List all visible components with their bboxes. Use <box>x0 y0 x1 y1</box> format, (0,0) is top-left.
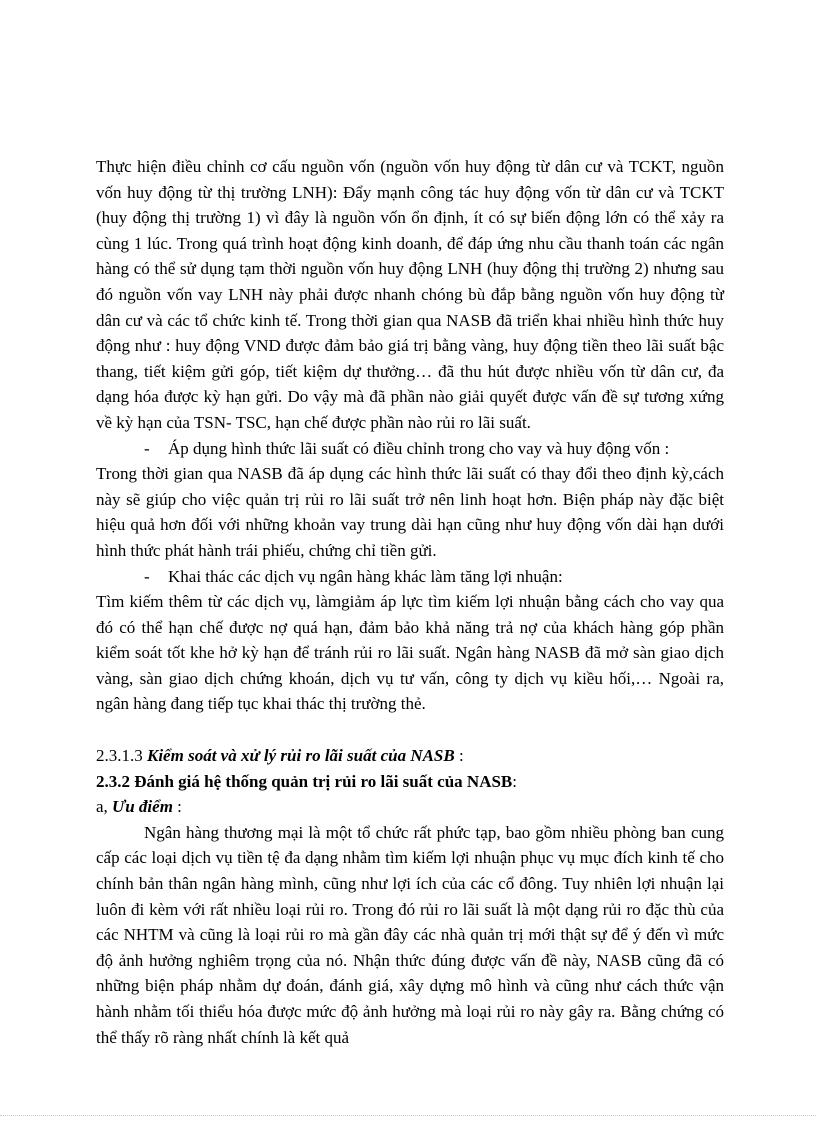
paragraph-capital-structure: Thực hiện điều chỉnh cơ cấu nguồn vốn (nguồn vốn huy động từ dân cư và TCKT, nguồn vốn huy động từ thị trường LNH): Đẩy mạnh công tác huy động vốn từ dân cư và TCKT (huy động thị trường 1) vì đây là nguồn vốn ổn định, ít có sự biến động lớn có thể xảy ra cùng 1 lúc. Trong quá trình hoạt động kinh doanh, để đáp ứng nhu cầu thanh toán các ngân hàng có thể sử dụng tạm thời nguồn vốn huy động LNH (huy động thị trường 2) nhưng sau đó nguồn vốn vay LNH này phải được nhanh chóng bù đắp bằng nguồn vốn huy động từ dân cư và các tổ chức kinh tế. Trong thời gian qua NASB đã triển khai nhiều hình thức huy động như : huy động VND được đảm bảo giá trị bằng vàng, huy động tiền theo lãi suất bậc thang, tiết kiệm gửi góp, tiết kiệm dự thưởng… đã thu hút được nhiều vốn từ dân cư, đa dạng hóa được kỳ hạn gửi. Do vậy mà đã phần nào giải quyết được vấn đề sự tương xứng về kỳ hạn của TSN- TSC, hạn chế được phần nào rủi ro lãi suất. <box>96 157 724 432</box>
bullet-text: Khai thác các dịch vụ ngân hàng khác làm tăng lợi nhuận: <box>168 566 563 586</box>
spacer <box>96 717 724 743</box>
heading-2-3-1-3 <box>96 743 724 769</box>
heading-suffix: : <box>172 797 182 817</box>
paragraph-other-services: Tìm kiếm thêm từ các dịch vụ, làmgiảm áp lực tìm kiếm lợi nhuận bằng cách cho vay qua đó có thể hạn chế được nợ quá hạn, đảm bảo khả năng trả nợ của khách hàng góp phần kiểm soát tốt khe hở kỳ hạn để tránh rủi ro lãi suất. Ngân hàng NASB đã mở sàn giao dịch vàng, sàn giao dịch chứng khoán, dịch vụ tư vấn, công ty dịch vụ kiều hối,… Ngoài ra, ngân hàng đang tiếp tục khai thác thị trường thẻ. <box>96 592 724 714</box>
footer-divider <box>0 1115 816 1116</box>
document-page <box>96 154 724 1050</box>
heading-2-3-2 <box>96 769 724 795</box>
heading-number: 2.3.1.3 <box>96 746 147 766</box>
heading-suffix: : <box>454 746 464 766</box>
paragraph-adjustable-rate: Trong thời gian qua NASB đã áp dụng các hình thức lãi suất có thay đổi theo định kỳ,cách này sẽ giúp cho việc quản trị rủi ro lãi suất trở nên linh hoạt hơn. Biện pháp này đặc biệt hiệu quả hơn đối với những khoản vay trung dài hạn cũng như huy động vốn dài hạn dưới hình thức phát hành trái phiếu, chứng chỉ tiền gửi. <box>96 464 724 560</box>
heading-prefix: a, <box>96 797 113 817</box>
bullet-dash: - <box>144 566 150 586</box>
bullet-adjustable-rate <box>96 436 724 462</box>
heading-title: Kiểm soát và xử lý rủi ro lãi suất của NASB <box>147 746 455 766</box>
heading-title: Ưu điểm <box>112 797 173 817</box>
bullet-dash: - <box>144 438 150 458</box>
bullet-other-services <box>96 564 724 590</box>
heading-title: 2.3.2 Đánh giá hệ thống quản trị rủi ro lãi suất của NASB <box>96 771 513 791</box>
heading-suffix: : <box>512 771 517 791</box>
bullet-text: Áp dụng hình thức lãi suất có điều chỉnh trong cho vay và huy động vốn : <box>168 438 670 458</box>
paragraph-advantages: Ngân hàng thương mại là một tổ chức rất phức tạp, bao gồm nhiều phòng ban cung cấp các loại dịch vụ tiền tệ đa dạng nhằm tìm kiếm lợi nhuận phục vụ mục đích kinh tế cho chính bản thân ngân hàng mình, cũng như lợi ích của các cổ đông. Tuy nhiên lợi nhuận lại luôn đi kèm với rất nhiều loại rủi ro. Trong đó rủi ro lãi suất là một dạng rủi ro đặc thù của các NHTM và cũng là loại rủi ro mà gần đây các nhà quản trị mới thật sự để ý đến vì mức độ ảnh hưởng nghiêm trọng của nó. Nhận thức đúng được vấn đề này, NASB cũng đã có những biện pháp nhằm dự đoán, đánh giá, xây dựng mô hình và cũng như cách thức vận hành nhằm tối thiểu hóa được mức độ ảnh hưởng mà loại rủi ro này gây ra. Bằng chứng có thể thấy rõ ràng nhất chính là kết quả <box>96 822 724 1047</box>
heading-advantages <box>96 794 724 820</box>
